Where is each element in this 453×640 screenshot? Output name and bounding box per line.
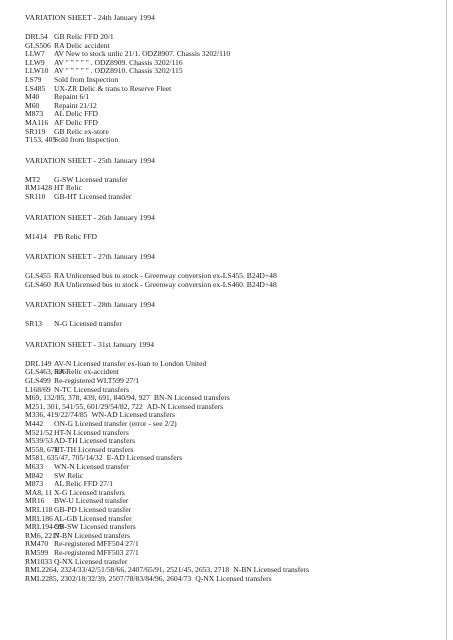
entry-description: Repaint 21/12	[54, 100, 97, 110]
vehicle-code: MT2	[25, 174, 41, 184]
section-heading: VARIATION SHEET - 27th January 1994	[25, 252, 155, 262]
vehicle-code: M521/52	[25, 427, 53, 437]
variation-sheet-section	[25, 157, 449, 214]
vehicle-code: M60	[25, 100, 40, 110]
vehicle-code: LLW9	[25, 57, 45, 67]
entry-description: SW Relic	[54, 470, 84, 480]
vehicle-code: GLS506	[25, 40, 51, 50]
entry-description: GB-HT Licensed transfer	[54, 191, 132, 201]
vehicle-code: SR119	[25, 126, 46, 136]
entry-description: HT-N Licensed transfers	[54, 427, 129, 437]
vehicle-code: M842	[25, 470, 44, 480]
vehicle-code: M442	[25, 419, 44, 429]
entry-description: Sold from Inspection	[54, 135, 119, 145]
entry-row	[25, 575, 449, 584]
vehicle-code: MA8, 11	[25, 487, 53, 497]
vehicle-code: RM1428	[25, 183, 53, 193]
vehicle-code: L168/69	[25, 384, 51, 394]
vehicle-code: LLW7	[25, 49, 45, 59]
section-heading: VARIATION SHEET - 31st January 1994	[25, 339, 155, 349]
section-heading: VARIATION SHEET - 28th January 1994	[25, 300, 155, 310]
vehicle-code: LLW10	[25, 66, 49, 76]
entry-row	[25, 136, 449, 145]
variation-sheet-section	[25, 301, 449, 341]
vehicle-code: RM1033	[25, 556, 53, 566]
vehicle-code: M40	[25, 92, 40, 102]
vehicle-code: M69, 132/85, 378, 439, 691, 840/94, 927	[25, 393, 150, 403]
entry-description: Q-NX Licensed transfers	[195, 573, 272, 583]
entry-description: BW-U Licensed transfer	[54, 496, 129, 506]
entry-row	[25, 463, 449, 472]
entry-description: AV New to stock unlic 21/1. ODZ8907. Chassis 3202/110	[54, 49, 231, 59]
vehicle-code: RM6, 2217	[25, 530, 60, 540]
entry-description: Re-registered MFF504 27/1	[54, 539, 139, 549]
vehicle-code: MRL194-99	[25, 522, 63, 532]
entry-description: GB-PD Licensed transfer	[54, 504, 132, 514]
entry-description: AV " " " " " . ODZ8909. Chassis 3202/116	[54, 57, 183, 67]
variation-sheets	[25, 14, 449, 583]
vehicle-code: M873	[25, 479, 44, 489]
entry-description: E-AD Licensed transfers	[106, 453, 183, 463]
entry-description: Sold from Inspection	[54, 74, 119, 84]
vehicle-code: M539/53	[25, 436, 53, 446]
vehicle-code: SR13	[25, 319, 42, 329]
variation-sheet-section	[25, 341, 449, 583]
vehicle-code: GLS499	[25, 376, 51, 386]
entry-row	[25, 320, 449, 329]
entry-description: BN-N Licensed transfers	[153, 393, 230, 403]
variation-sheet-section	[25, 253, 449, 301]
entry-description: AL-GB Licensed transfer	[54, 513, 132, 523]
vehicle-code: M558, 671	[25, 444, 59, 454]
entry-description: ON-G Licensed transfer (error - see 2/2)	[54, 419, 177, 429]
section-heading: VARIATION SHEET - 24th January 1994	[25, 13, 155, 22]
entry-description: GB Relic FFD 20/1	[54, 32, 114, 41]
entry-description: X-G Licensed transfers	[54, 487, 125, 497]
vehicle-code: DRL149	[25, 358, 52, 368]
entry-description: RA Unlicensed bus to stock - Greenway conversion ex-LS460. B24D+48	[54, 279, 277, 289]
entry-row	[25, 176, 449, 185]
entry-description: WN-N Licensed transfer	[54, 462, 130, 471]
vehicle-code: GLS460	[25, 279, 51, 289]
vehicle-code: RML2264, 2324/33/42/51/58/66, 2407/65/91, 2521/45, 2653, 2718	[25, 565, 230, 575]
entry-description: RA Unlicensed bus to stock - Greenway conversion ex-LS455. B24D+48	[54, 271, 277, 281]
entry-description: AD-N Licensed transfers	[146, 401, 224, 411]
vehicle-code: M251, 301, 541/55, 601/29/54/82, 722	[25, 401, 143, 411]
entry-description: WN-AD Licensed transfers	[91, 410, 175, 420]
entry-description: RA Relic ex-accident	[54, 367, 119, 377]
entry-description: GB-SW Licensed transfers	[54, 522, 136, 532]
entry-row	[25, 233, 449, 242]
vehicle-code: M873	[25, 109, 44, 119]
vehicle-code: M336, 419/22/74/85	[25, 410, 88, 420]
entry-description: N-BN Licensed transfers	[54, 530, 130, 540]
vehicle-code: MRL186	[25, 513, 53, 523]
entry-description: RA Delic accident	[54, 40, 110, 50]
entry-description: AF Delic FFD	[54, 117, 98, 127]
vehicle-code: MR16	[25, 496, 45, 506]
entry-description: AL Delic FFD	[54, 109, 99, 119]
entry-description: AV " " " " " . ODZ8910. Chassis 3202/115	[54, 66, 183, 76]
entry-description: HT Relic	[54, 183, 82, 193]
vehicle-code: GLS455	[25, 271, 51, 281]
variation-sheet-section	[25, 14, 449, 157]
vehicle-code: M581, 635/47, 705/14/32	[25, 453, 103, 463]
entry-description: AL Relic FFD 27/1	[54, 479, 113, 489]
entry-description: UX-ZR Delic & trans to Reserve Fleet	[54, 83, 172, 93]
entry-description: Q-NX Licensed transfer	[54, 556, 128, 566]
vehicle-code: MRL118	[25, 504, 53, 514]
entry-description: Re-registered MFF503 27/1	[54, 547, 139, 557]
entry-description: G-SW Licensed transfer	[54, 174, 128, 184]
entry-description: AD-TH Licensed transfers	[54, 436, 135, 446]
vehicle-code: MA116	[25, 117, 49, 127]
entry-description: AV-N Licensed transfer ex-loan to London United	[54, 358, 207, 368]
vehicle-code: T153, 405	[25, 135, 57, 145]
vehicle-code: GLS463, 506	[25, 367, 66, 377]
entry-row	[25, 193, 449, 202]
entry-row	[25, 403, 449, 412]
entry-description: GB Relic ex-store	[54, 126, 109, 136]
entry-description: N-TC Licensed transfers	[54, 384, 130, 394]
entry-description: PB Relic FFD	[54, 231, 98, 241]
entry-description: HT-TH Licensed transfers	[54, 444, 134, 454]
entry-description: Re-registered WLT599 27/1	[54, 376, 140, 386]
variation-sheet-section	[25, 214, 449, 254]
vehicle-code: LS485	[25, 83, 46, 93]
entry-description: N-G Licensed transfer	[54, 319, 122, 329]
vehicle-code: M633	[25, 462, 44, 471]
vehicle-code: DRL54	[25, 32, 48, 41]
entry-description: N-BN Licensed transfers	[233, 565, 310, 575]
vehicle-code: RM599	[25, 547, 49, 557]
vehicle-code: LS79	[25, 74, 42, 84]
vehicle-code: SR110	[25, 191, 46, 201]
entry-description: Repaint 6/1	[54, 92, 90, 102]
entry-row	[25, 281, 449, 290]
section-heading: VARIATION SHEET - 26th January 1994	[25, 212, 155, 222]
vehicle-code: RM470	[25, 539, 49, 549]
vehicle-code: M1414	[25, 231, 47, 241]
vehicle-code: RML2285, 2302/18/32/39, 2507/78/83/84/96, 2604/73	[25, 573, 192, 583]
section-heading: VARIATION SHEET - 25th January 1994	[25, 155, 155, 165]
